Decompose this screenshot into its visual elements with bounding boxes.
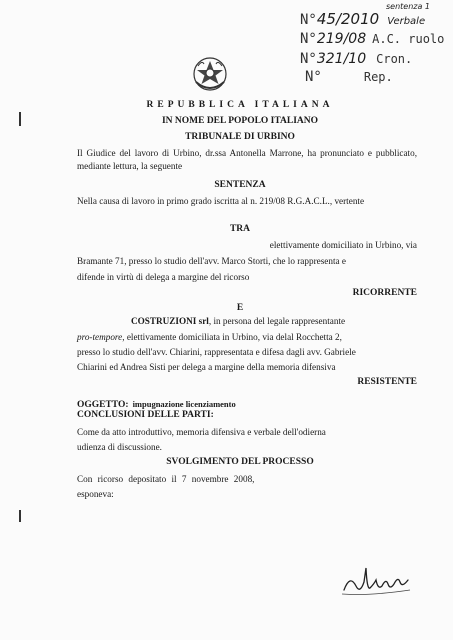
register-line-2	[300, 30, 444, 48]
processo-line2: esponeva:	[77, 489, 114, 499]
cron-number: 321/10	[316, 51, 367, 67]
party2-line3: presso lo studio dell'avv. Chiarini, rappresentata e difesa dagli avv. Gabriele	[77, 347, 356, 357]
people-title: IN NOME DEL POPOLO ITALIANO	[161, 116, 319, 126]
number-prefix: N°	[300, 31, 317, 47]
party2-line1-rest: , in persona del legale rappresentante	[208, 316, 346, 326]
judge-signature	[340, 560, 420, 600]
conclusioni-heading: CONCLUSIONI DELLE PARTI:	[77, 410, 214, 420]
republic-emblem-icon	[190, 52, 230, 96]
party2-company: COSTRUZIONI srl	[131, 316, 209, 326]
margin-mark	[19, 510, 21, 522]
number-prefix: N°	[300, 51, 317, 67]
rep-label: Rep.	[363, 70, 393, 84]
ricorrente-label: RICORRENTE	[352, 288, 417, 298]
processo-line1: Con ricorso depositato il 7 novembre 2008,	[77, 474, 255, 484]
causa-paragraph: Nella causa di lavoro in primo grado iscritta al n. 219/08 R.G.A.C.L., vertente	[77, 196, 365, 206]
sentence-number: 45/2010	[316, 10, 380, 28]
case-number: 219/08	[316, 31, 367, 47]
sentenza-heading: SENTENZA	[214, 180, 266, 190]
party2-line2-rest: , elettivamente domiciliata in Urbino, via delal Rocchetta 2,	[122, 332, 342, 342]
e-separator: E	[236, 303, 244, 313]
conclusioni-line2: udienza di discussione.	[77, 442, 162, 452]
republic-title: REPUBBLICA ITALIANA	[146, 100, 334, 110]
party2-line2	[77, 331, 422, 344]
party2-line4: Chiarini ed Andrea Sisti per delega a margine della memoria difensiva	[77, 362, 336, 372]
party1-line1: elettivamente domiciliato in Urbino, via	[269, 240, 417, 250]
oggetto-value: impugnazione licenziamento	[132, 399, 236, 409]
party1-line3: difende in virtù di delega a margine del ricorso	[77, 272, 250, 282]
intro-paragraph: Il Giudice del lavoro di Urbino, dr.ssa Antonella Marrone, ha pronunciato e pubblicato, mediante lettura, la seguente	[77, 148, 417, 171]
margin-mark	[19, 112, 21, 126]
conclusioni-line1: Come da atto introduttivo, memoria difensiva e verbale dell'odierna	[77, 427, 326, 437]
number-prefix: N°	[305, 69, 322, 85]
oggetto-label: OGGETTO:	[77, 400, 129, 410]
verbale-note: Verbale	[387, 16, 426, 27]
ruolo-label: A.C. ruolo	[372, 32, 445, 46]
pro-tempore: pro-tempore	[77, 332, 123, 342]
party2-line1	[131, 315, 421, 328]
tra-heading: TRA	[229, 224, 251, 234]
party1-line2: Bramante 71, presso lo studio dell'avv. Marco Storti, che lo rappresenta e	[77, 256, 346, 266]
court-title: TRIBUNALE DI URBINO	[185, 132, 295, 142]
resistente-label: RESISTENTE	[357, 377, 417, 387]
register-line-3	[300, 50, 412, 68]
register-line-1	[300, 10, 425, 28]
handwritten-note: sentenza 1	[386, 2, 431, 11]
number-prefix: N°	[300, 12, 317, 28]
cron-label: Cron.	[376, 52, 413, 66]
register-line-4	[305, 68, 393, 86]
svolgimento-heading: SVOLGIMENTO DEL PROCESSO	[166, 457, 314, 467]
